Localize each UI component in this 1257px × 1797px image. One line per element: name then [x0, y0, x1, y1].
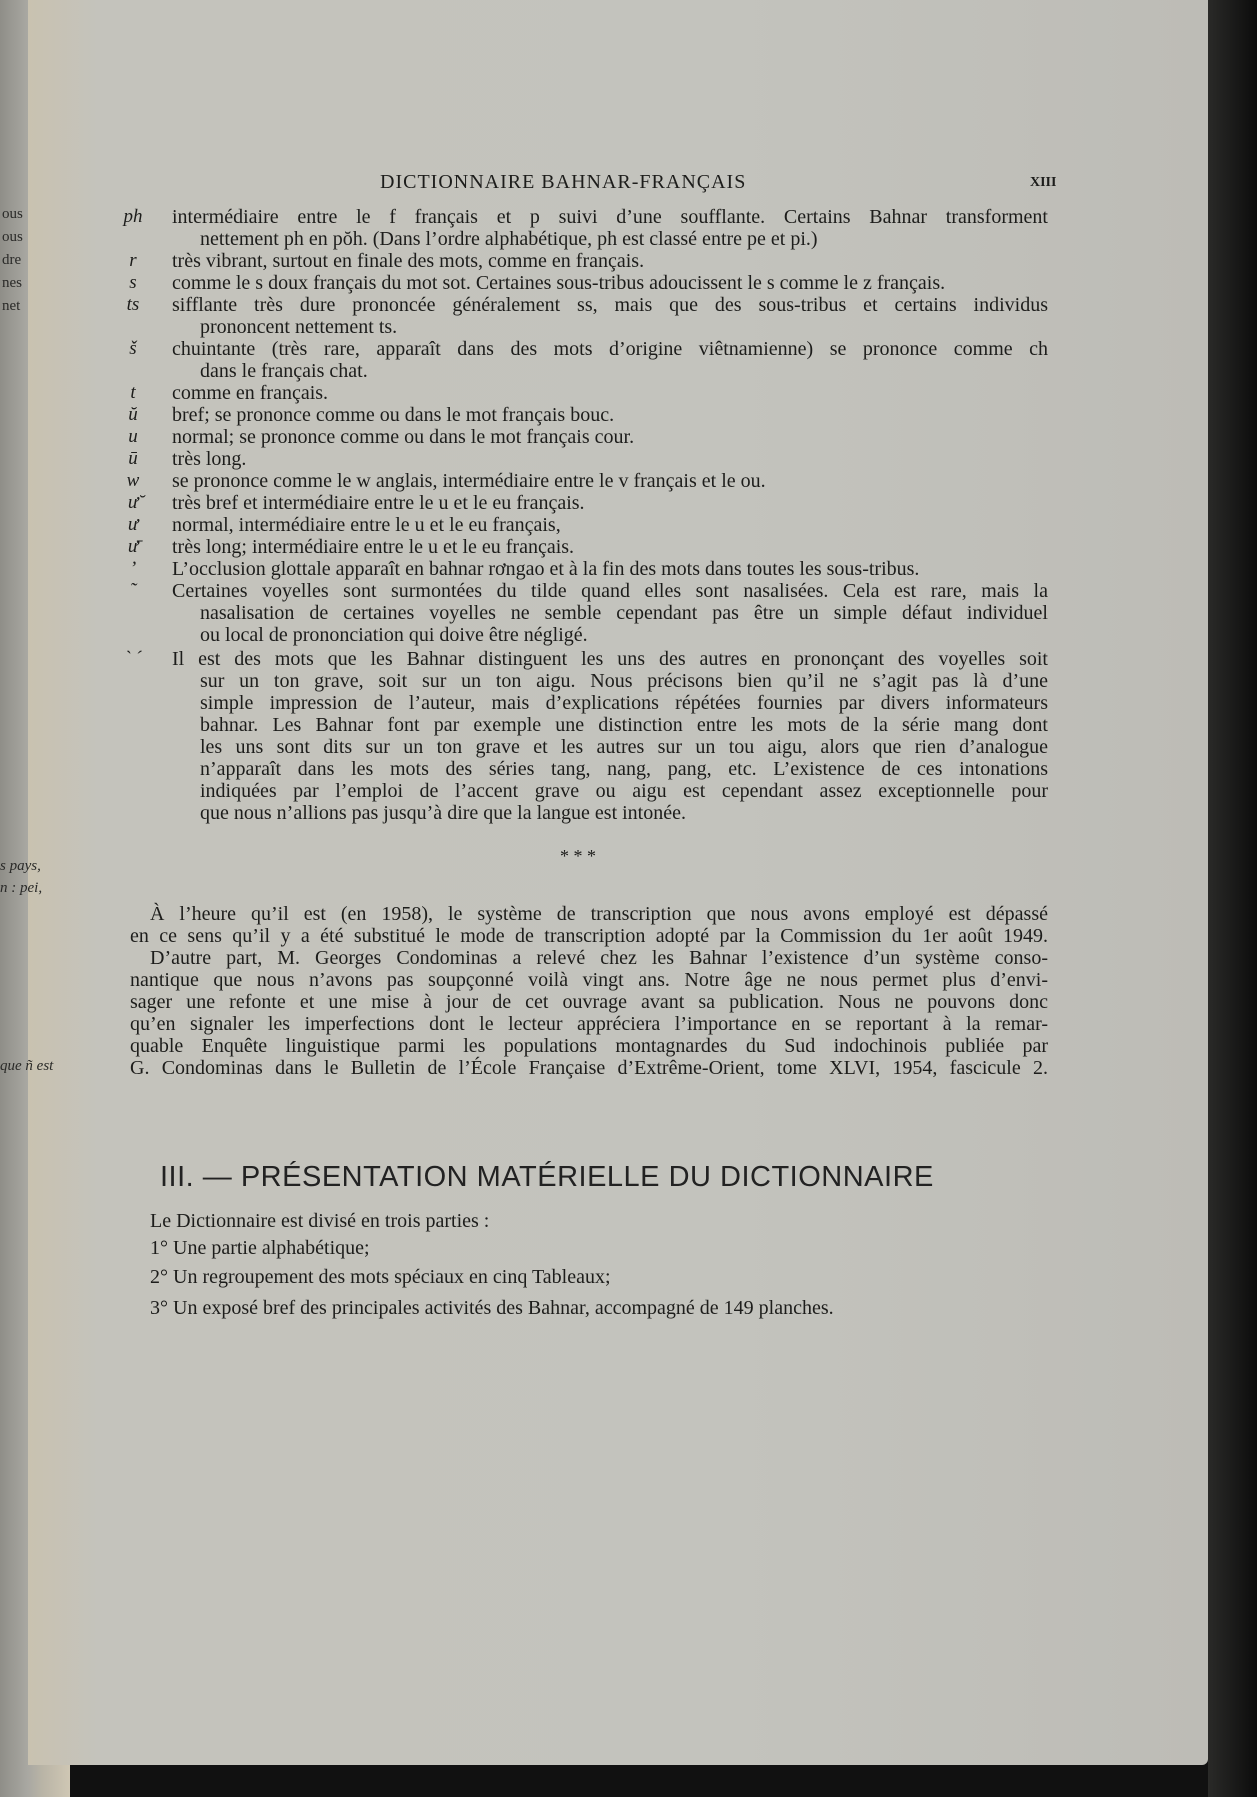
entry-label: w [126, 470, 140, 491]
section-heading: III. — PRÉSENTATION MATÉRIELLE DU DICTIONNAIRE [160, 1161, 934, 1193]
entry-text-line: que nous n’allions pas jusqu’à dire que la langue est intonée. [200, 802, 686, 824]
entry-label: ư̄ [127, 536, 139, 557]
entry-label: u [128, 426, 138, 447]
entry-text-line: chuintante (très rare, apparaît dans des mots d’origine viêtnamienne) se prononce comme ch [172, 338, 1048, 360]
facing-page-fragment: net [2, 298, 21, 314]
facing-page-fragment: dre [2, 252, 22, 268]
section-intro: Le Dictionnaire est divisé en trois parties : [150, 1210, 490, 1232]
entry-label: ts [126, 294, 140, 315]
page-edge-shadow [1208, 0, 1257, 1797]
entry-text-line: normal; se prononce comme ou dans le mot français cour. [172, 426, 635, 448]
entry-label: ư̆ [127, 492, 139, 513]
entry-text-line: prononcent nettement ts. [200, 316, 398, 338]
entry-text-line: sur un ton grave, soit sur un ton aigu. Nous précisons bien qu’il ne s’agit pas là d’une [200, 670, 1048, 692]
entry-text-line: très long. [172, 448, 247, 470]
entry-text-line: dans le français chat. [200, 360, 368, 382]
list-item: 3° Un exposé bref des principales activités des Bahnar, accompagné de 149 planches. [150, 1297, 834, 1319]
facing-page-fragment: n : pei, [0, 880, 43, 896]
entry-text-line: nettement ph en pŏh. (Dans l’ordre alphabétique, ph est classé entre pe et pi.) [200, 228, 818, 250]
paragraph-line: nantique que nous n’avons pas soupçonné voilà vingt ans. Notre âge ne nous permet plus d’envi- [130, 969, 1048, 991]
entry-text-line: normal, intermédiaire entre le u et le eu français, [172, 514, 561, 536]
entry-label: ŭ [128, 404, 138, 425]
facing-page-fragment: que ñ est [0, 1058, 54, 1074]
entry-text-line: indiquées par l’emploi de l’accent grave ou aigu est cependant assez exceptionnelle pour [200, 780, 1048, 802]
entry-text-line: intermédiaire entre le f français et p suivi d’une soufflante. Certains Bahnar transforment [172, 206, 1048, 228]
entry-label: ’ [129, 558, 137, 579]
entry-label: ph [123, 206, 143, 227]
facing-page-fragment: ous [2, 229, 23, 245]
entry-text-line: Certaines voyelles sont surmontées du tilde quand elles sont nasalisées. Cela est rare, mais la [172, 580, 1048, 602]
entry-label: t [130, 382, 136, 403]
entry-label: š [129, 338, 137, 359]
entry-text-line: bahnar. Les Bahnar font par exemple une distinction entre les mots de la série mang dont [200, 714, 1048, 736]
paragraph-line: sager une refonte et une mise à jour de cet ouvrage avant sa publication. Nous ne pouvons donc [130, 991, 1048, 1013]
paragraph-line: quable Enquête linguistique parmi les populations montagnardes du Sud indochinois publiée par [130, 1035, 1048, 1057]
list-item: 2° Un regroupement des mots spéciaux en cinq Tableaux; [150, 1266, 611, 1288]
entry-label: ˜ [129, 580, 137, 601]
entry-text-line: nasalisation de certaines voyelles ne semble cependant pas être un simple défaut individuel [200, 602, 1048, 624]
facing-page-fragment: nes [2, 275, 22, 291]
paragraph-line: qu’en signaler les imperfections dont le lecteur appréciera l’importance en se reportant à la remar- [130, 1013, 1048, 1035]
entry-label: ū [128, 448, 138, 469]
section-separator: * * * [560, 846, 596, 866]
entry-text-line: L’occlusion glottale apparaît en bahnar rơngao et à la fin des mots dans toutes les sous-tribus. [172, 558, 920, 580]
entry-text-line: les uns sont dits sur un ton grave et les autres sur un tou aigu, alors que rien d’analogue [200, 736, 1048, 758]
entry-text-line: sifflante très dure prononcée généralement ss, mais que des sous-tribus et certains individus [172, 294, 1048, 316]
facing-page-fragment: s pays, [0, 858, 41, 874]
entry-text-line: bref; se prononce comme ou dans le mot français bouc. [172, 404, 615, 426]
entry-text-line: Il est des mots que les Bahnar distinguent les uns des autres en prononçant des voyelles soit [172, 648, 1048, 670]
paragraph-line: en ce sens qu’il y a été substitué le mode de transcription adopté par la Commission du 1er août 1949. [130, 925, 1048, 947]
paragraph-line: G. Condominas dans le Bulletin de l’École Française d’Extrême-Orient, tome XLVI, 1954, fascicule 2. [130, 1057, 1048, 1079]
entry-text-line: simple impression de l’auteur, mais d’explications répétées fournies par divers informateurs [200, 692, 1048, 714]
entry-text-line: ou local de prononciation qui doive être négligé. [200, 624, 588, 646]
entry-label: r [129, 250, 137, 271]
facing-page-fragment: ous [2, 206, 23, 222]
running-title: DICTIONNAIRE BAHNAR-FRANÇAIS [380, 171, 747, 193]
entry-label: ` ´ [124, 648, 142, 669]
entry-label: s [129, 272, 137, 293]
entry-text-line: très bref et intermédiaire entre le u et le eu français. [172, 492, 585, 514]
page-number: XIII [1030, 175, 1057, 190]
entry-text-line: comme le s doux français du mot sot. Certaines sous-tribus adoucissent le s comme le z français. [172, 272, 946, 294]
paragraph-line: À l’heure qu’il est (en 1958), le système de transcription que nous avons employé est dépassé [150, 903, 1048, 925]
list-item: 1° Une partie alphabétique; [150, 1237, 370, 1259]
entry-text-line: très vibrant, surtout en finale des mots, comme en français. [172, 250, 645, 272]
entry-text-line: très long; intermédiaire entre le u et le eu français. [172, 536, 575, 558]
entry-text-line: n’apparaît dans les mots des séries tang, nang, pang, etc. L’existence de ces intonations [200, 758, 1048, 780]
entry-text-line: se prononce comme le w anglais, intermédiaire entre le v français et le ou. [172, 470, 766, 492]
entry-text-line: comme en français. [172, 382, 329, 404]
entry-label: ư [127, 514, 139, 535]
paragraph-line: D’autre part, M. Georges Condominas a relevé chez les Bahnar l’existence d’un système conso- [150, 947, 1048, 969]
